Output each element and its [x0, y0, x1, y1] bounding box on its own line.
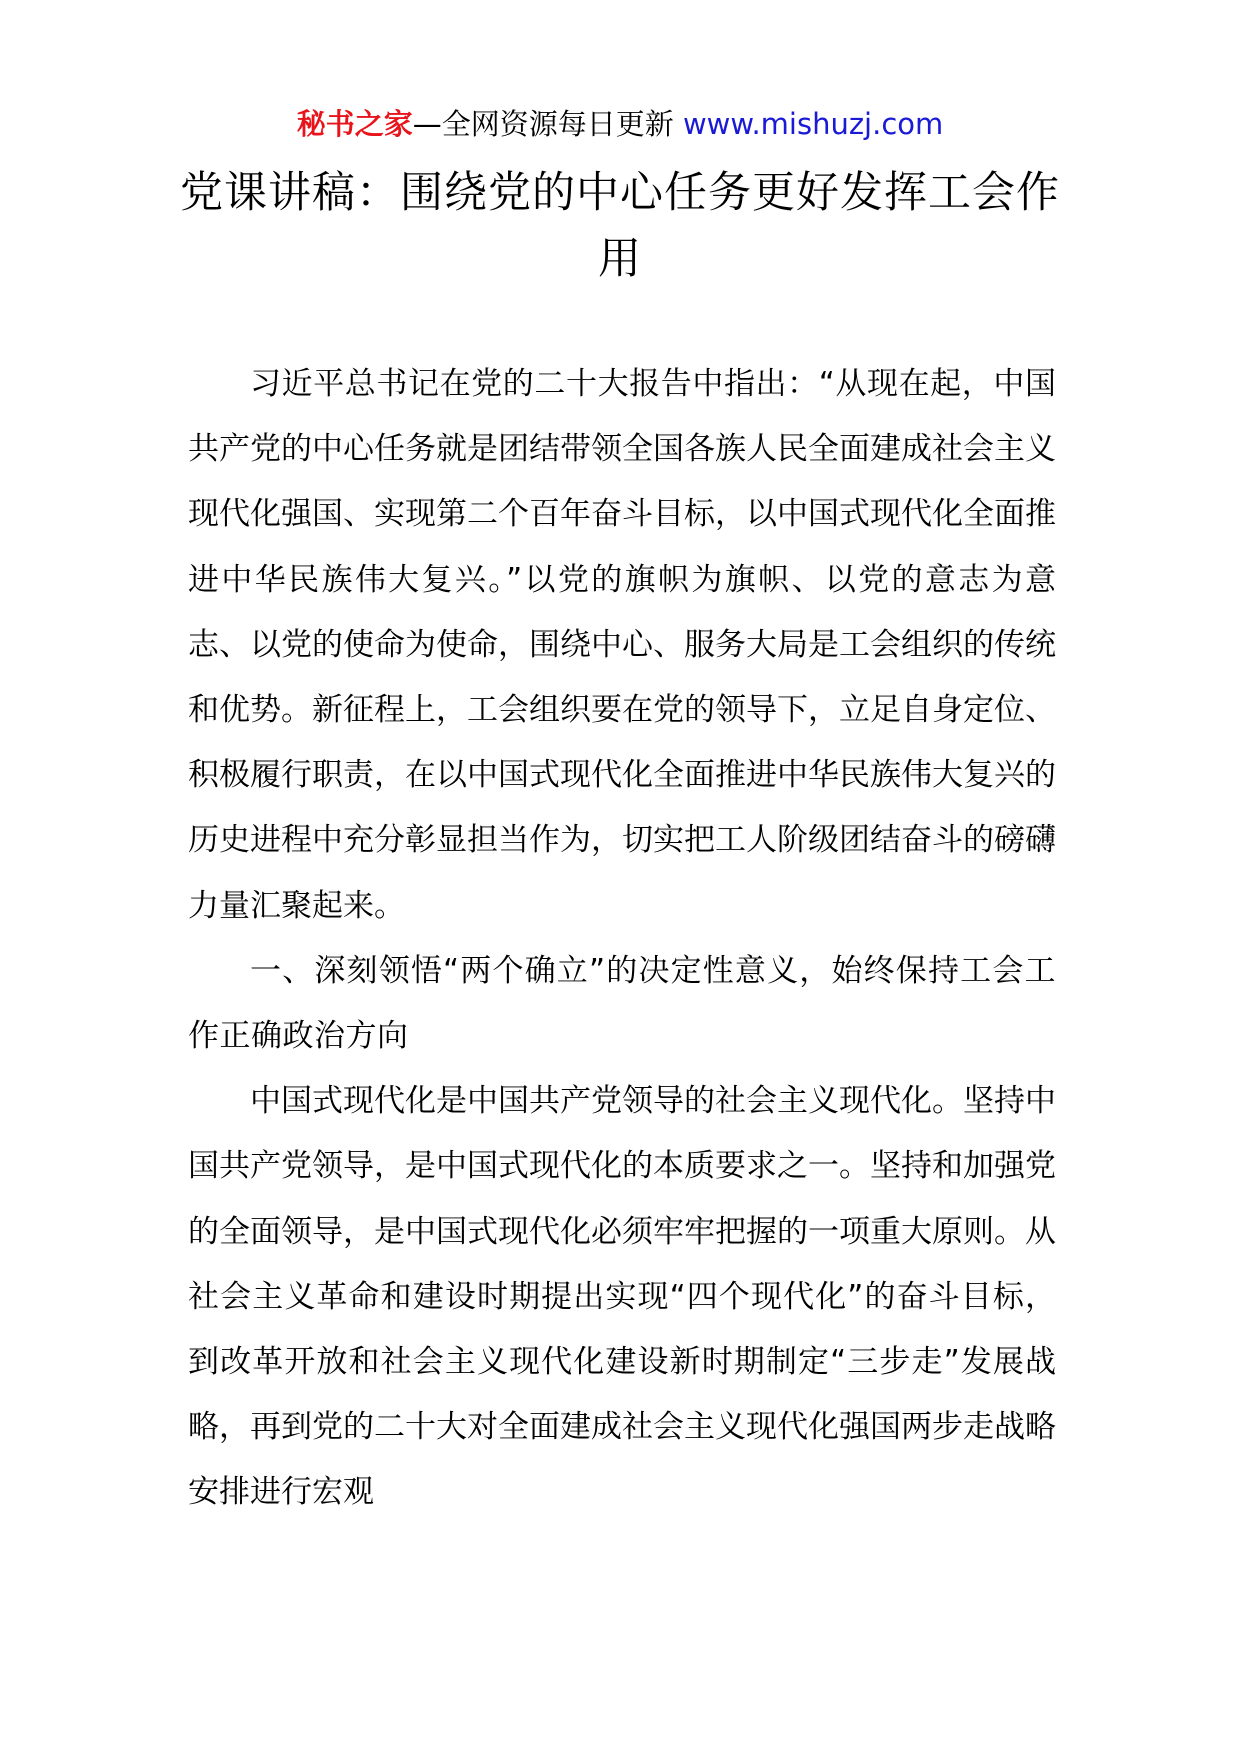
header-tagline: —全网资源每日更新 [412, 107, 683, 141]
site-header [0, 100, 1240, 148]
document-title: 党课讲稿：围绕党的中心任务更好发挥工会作用 [180, 168, 1060, 284]
section-heading-1: 一、深刻领悟“两个确立”的决定性意义，始终保持工会工作正确政治方向 [188, 952, 1056, 1055]
site-url-link[interactable]: www.mishuzj.com [682, 107, 944, 141]
document-body [188, 352, 1056, 1526]
brand-name: 秘书之家 [296, 107, 413, 141]
paragraph-intro: 习近平总书记在党的二十大报告中指出：“从现在起，中国共产党的中心任务就是团结带领全国各族人民全面建成社会主义现代化强国、实现第二个百年奋斗目标，以中国式现代化全面推进中华民族伟大复兴。”以党的旗帜为旗帜、以党的意志为意志、以党的使命为使命，围绕中心、服务大局是工会组织的传统和优势。新征程上，工会组织要在党的领导下，立足自身定位、积极履行职责，在以中国式现代化全面推进中华民族伟大复兴的历史进程中充分彰显担当作为，切实把工人阶级团结奋斗的磅礴力量汇聚起来。 [188, 366, 1056, 924]
paragraph-section-1: 中国式现代化是中国共产党领导的社会主义现代化。坚持中国共产党领导，是中国式现代化的本质要求之一。坚持和加强党的全面领导，是中国式现代化必须牢牢把握的一项重大原则。从社会主义革命和建设时期提出实现“四个现代化”的奋斗目标，到改革开放和社会主义现代化建设新时期制定“三步走”发展战略，再到党的二十大对全面建成社会主义现代化强国两步走战略安排进行宏观 [188, 1083, 1056, 1511]
